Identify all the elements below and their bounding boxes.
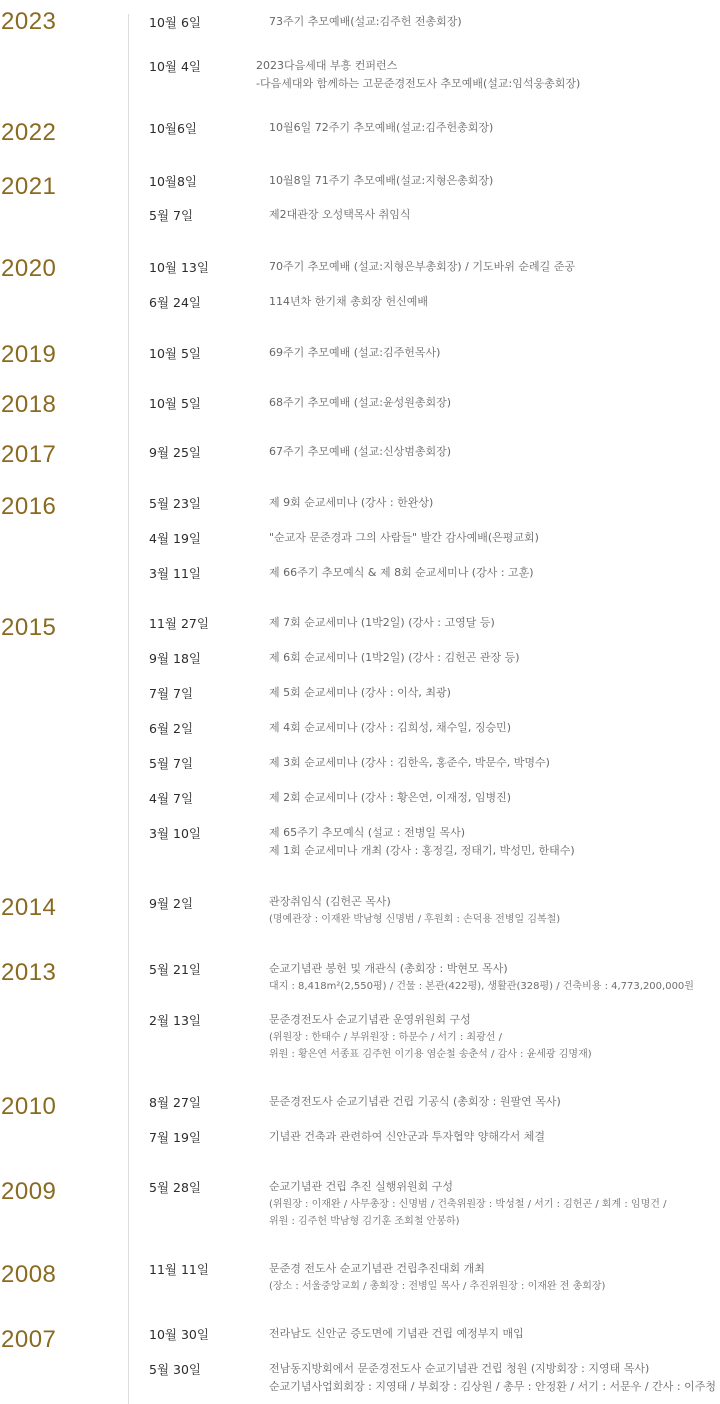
event-description: 69주기 추모예배 (설교:김주헌목사)	[269, 346, 441, 359]
year-2023: 2023	[1, 8, 57, 35]
event-date: 11월 11일	[149, 1262, 209, 1277]
event-description: 제 66주기 추모예식 & 제 8회 순교세미나 (강사 : 고훈)	[269, 566, 534, 579]
event-date: 10월 5일	[149, 346, 201, 361]
event-description: 2023다음세대 부흥 컨퍼런스 -다음세대와 함께하는 고문준경전도사 추모예배(설교:임석웅총회장)	[256, 59, 581, 90]
event-description: 제 5회 순교세미나 (강사 : 이삭, 최광)	[269, 686, 451, 699]
year-2015: 2015	[1, 614, 57, 641]
event-description: 제 7회 순교세미나 (1박2일) (강사 : 고영달 등)	[269, 616, 495, 629]
event-date: 10월8일	[149, 174, 198, 189]
event-date: 7월 19일	[149, 1130, 201, 1145]
event-description: 제 9회 순교세미나 (강사 : 한완상)	[269, 496, 434, 509]
event-description: 67주기 추모예배 (설교:신상범총회장)	[269, 445, 452, 458]
timeline-divider	[128, 14, 129, 1404]
event-date: 5월 7일	[149, 208, 194, 223]
event-date: 6월 2일	[149, 721, 194, 736]
event-description: 제 4회 순교세미나 (강사 : 김희성, 채수일, 징승민)	[269, 721, 512, 734]
event-date: 8월 27일	[149, 1095, 201, 1110]
year-2022: 2022	[1, 119, 57, 146]
year-2017: 2017	[1, 441, 57, 468]
year-2018: 2018	[1, 391, 57, 418]
event-date: 10월 5일	[149, 396, 201, 411]
event-date: 11월 27일	[149, 616, 209, 631]
event-date: 10월6일	[149, 121, 198, 136]
event-date: 5월 30일	[149, 1362, 201, 1377]
event-description: 전라남도 신안군 증도면에 기념관 건립 예정부지 매입	[269, 1327, 524, 1340]
event-description: 기념관 건축과 관련하여 신안군과 투자협약 양해각서 체결	[269, 1130, 546, 1143]
year-2010: 2010	[1, 1093, 57, 1120]
year-2020: 2020	[1, 255, 57, 282]
year-2014: 2014	[1, 894, 57, 921]
event-description: 10월8일 71주기 추모예배(설교:지형은총회장)	[269, 174, 494, 187]
event-description: 순교기념관 봉헌 및 개관식 (총회장 : 박현모 목사) 대지 : 8,418m²(2,550평) / 건물 : 본관(422평), 생활관(328평) / 건축비용 : 4,773,200,000원	[269, 962, 694, 992]
event-description: "순교자 문준경과 그의 사람들" 발간 감사예배(은평교회)	[269, 531, 539, 544]
event-date: 10월 30일	[149, 1327, 209, 1342]
event-date: 5월 23일	[149, 496, 201, 511]
event-description: 68주기 추모예배 (설교:윤성원총회장)	[269, 396, 452, 409]
event-date: 2월 13일	[149, 1013, 201, 1028]
event-date: 9월 18일	[149, 651, 201, 666]
event-date: 3월 10일	[149, 826, 201, 841]
event-description: 순교기념관 건립 추진 실행위원회 구성 (위원장 : 이재완 / 사무총장 : 신명범 / 건축위원장 : 박성철 / 서기 : 김헌곤 / 회계 : 임명건 / 위원 : 김주헌 박남형 김기훈 조회철 안봉하)	[269, 1180, 667, 1227]
event-description: 제 65주기 추모예식 (설교 : 전병일 목사) 제 1회 순교세미나 개최 (강사 : 홍정길, 정태기, 박성민, 한태수)	[269, 826, 575, 857]
year-2013: 2013	[1, 959, 57, 986]
event-description: 114년차 한기채 총회장 헌신예배	[269, 295, 428, 308]
event-date: 5월 28일	[149, 1180, 201, 1195]
event-date: 5월 21일	[149, 962, 201, 977]
year-2016: 2016	[1, 493, 57, 520]
event-description: 제 2회 순교세미나 (강사 : 황은연, 이재정, 임병진)	[269, 791, 512, 804]
event-date: 10월 4일	[149, 59, 201, 74]
event-date: 4월 7일	[149, 791, 194, 806]
event-description: 70주기 추모예배 (설교:지형은부총회장) / 기도바위 순례길 준공	[269, 260, 575, 273]
event-date: 10월 13일	[149, 260, 209, 275]
event-description: 문준경전도사 순교기념관 건립 기공식 (총회장 : 원팔연 목사)	[269, 1095, 561, 1108]
event-date: 10월 6일	[149, 15, 201, 30]
event-date: 6월 24일	[149, 295, 201, 310]
event-date: 7월 7일	[149, 686, 194, 701]
event-description: 전남동지방회에서 문준경전도사 순교기념관 건립 청원 (지방회장 : 지영태 목사) 순교기념사업회회장 : 지영태 / 부회장 : 김상원 / 총무 : 안정환 / 서기 : 서문우 / 간사 : 이주청	[269, 1362, 716, 1393]
year-2021: 2021	[1, 173, 57, 200]
year-2007: 2007	[1, 1326, 57, 1353]
event-description: 제 6회 순교세미나 (1박2일) (강사 : 김헌곤 관장 등)	[269, 651, 520, 664]
year-2009: 2009	[1, 1178, 57, 1205]
event-description: 10월6일 72주기 추모예배(설교:김주헌총회장)	[269, 121, 494, 134]
event-description: 문준경 전도사 순교기념관 건립추진대회 개최 (장소 : 서울중앙교회 / 총회장 : 전병일 목사 / 추진위원장 : 이재완 전 총회장)	[269, 1262, 606, 1292]
year-2019: 2019	[1, 341, 57, 368]
event-date: 4월 19일	[149, 531, 201, 546]
event-description: 문준경전도사 순교기념관 운영위원회 구성 (위원장 : 한태수 / 부위원장 : 하문수 / 서기 : 최광선 / 위원 : 황은연 서종표 김주헌 이기용 염순철 송춘석 / 감사 : 윤세광 김명재)	[269, 1013, 592, 1060]
event-date: 9월 2일	[149, 896, 194, 911]
event-date: 5월 7일	[149, 756, 194, 771]
event-date: 3월 11일	[149, 566, 201, 581]
event-description: 제2대관장 오성택목사 취임식	[269, 208, 411, 221]
event-date: 9월 25일	[149, 445, 201, 460]
event-description: 제 3회 순교세미나 (강사 : 김한옥, 홍준수, 박문수, 박명수)	[269, 756, 550, 769]
event-description: 73주기 추모예배(설교:김주헌 전총회장)	[269, 15, 462, 28]
event-description: 관장취임식 (김헌곤 목사) (명예관장 : 이재완 박남형 신명범 / 후원회 : 손덕용 전병일 김복철)	[269, 895, 561, 925]
year-2008: 2008	[1, 1261, 57, 1288]
